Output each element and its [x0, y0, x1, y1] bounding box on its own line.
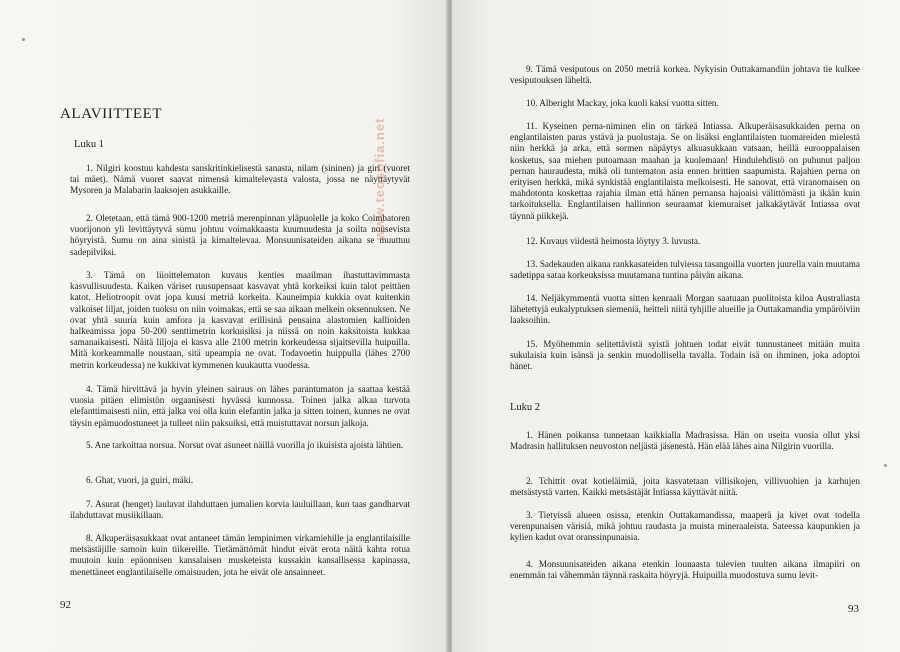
footnote: 10. Alberight Mackay, joka kuoli kaksi vuotta sitten. — [526, 98, 719, 108]
footnote: 2. Tchittit ovat kotieläimiä, joita kasvatetaan villisikojen, villivuohien ja karhujen metsästystä varten. Kaikki metsästäjät Intiassa käyttävät niitä. — [510, 476, 860, 498]
footnote: 11. Kyseinen perna-niminen elin on tärkeä Intiassa. Alkuperäisasukkaiden perna on englantilaisten paras ystävä ja puolustaja. Se on lisäksi englantilaisten tuomareiden mielestä niin herkkä ja arka, että sormen näpäytys alkuasukkaan vatsaan, heillä eurooppalaisen kosketus, saa miehen putoamaan maahan ja kuolemaan! Hindulehdistö on puhunut paljon pernan hauraudesta, mikä oli tuntematon asia ennen brittien saapumista. Rajahien perna on erityisen herkkä, mikä synkistää englantilaista melkoisesti. He sanovat, että viranomaisen on mahdotonta koskettaa rajahia ilman että hänen pernansa hajoaisi välittömästi ja ikään kuin tarkoituksella. Englantilaisen hallinnon seuraamat kiemuraiset jalkakäytävät Intiassa ovat täynnä piikkejä. — [510, 121, 860, 221]
footnote: 4. Tämä hirvittävä ja hyvin yleinen sairaus on lähes parantumaton ja saattaa kestää vuosia pitäen elimistön orgaanisesti hyvässä kunnossa. Toinen jalka alkaa turvota elefanttimaisesti niin, että jalka voi olla kuin elefantin jalka ja sitten toinen, kunnes ne ovat täysin epämuodostuneet ja tulleet niin paksuiksi, että muistuttavat norsun jalkoja. — [70, 384, 410, 428]
footnote: 3. Tietyissä alueen osissa, etenkin Outtakamandissa, maaperä ja kivet ovat todella verenpunaisen värisiä, mikä johtuu raudasta ja muista mineraaleista. Sateessa kaupunkien ja kylien kadut ovat oranssinpunaisia. — [510, 510, 860, 543]
footnote: 12. Kuvaus viidestä heimosta löytyy 3. luvusta. — [526, 236, 701, 246]
footnote: 1. Hänen poikansa tunnetaan kaikkialla Madrasissa. Hän on useita vuosia ollut yksi Madrasin hallituksen neuvoston neljästä jäsenestä. Hän elää lähes aina Nilgirin vuorilla. — [510, 430, 860, 452]
section-heading: ALAVIITTEET — [60, 106, 163, 122]
footnote: 8. Alkuperäisasukkaat ovat antaneet tämän lempinimen virkamiehille ja englantilaisille metsästäjille samoin kuin tiikereille. Tietämättömät hindut eivät erota näitä kahta rotua muutoin kuin epäonnisen kansalaisen musketeista kussakin kansallisessa kapinassa, menettäneet englantilaiselle omaisuuden, jota he eivät ole ansainneet. — [70, 533, 410, 577]
footnote: 15. Myöhemmin selitettävistä syistä johtuen todat eivät tunnustaneet mitään muita sukulaisia kuin isänsä ja senkin muodollisella tavalla. Todain isä on ihminen, joka adoptoi hänet. — [510, 339, 860, 372]
footnote: 9. Tämä vesiputous on 2050 metriä korkea. Nykyisin Outtakamandiin johtava tie kulkee vesiputouksen läheltä. — [510, 64, 860, 86]
chapter-label: Luku 1 — [74, 139, 105, 150]
footnote: 7. Asurat (henget) laulavat ilahduttaen jumalien korvia lauluillaan, kun taas gandharvat ilahduttavat musiikillaan. — [70, 499, 410, 521]
watermark: www.teosofia.net — [372, 117, 387, 240]
footnote: 14. Neljäkymmentä vuotta sitten kenraali Morgan saatuaan puolitoista kiloa Australiasta lähetettyjä eukalyptuksen siemeniä, heitteli niitä tyhjille alueille ja Outtakamandia ympäröiviin laaksoihin. — [510, 293, 860, 326]
left-page — [0, 0, 448, 652]
footnote: 13. Sadekauden aikana rankkasateiden tulviessa tasangoilla vuorten juurella vain muutama sadetippa sataa korkeuksissa muutamana tuntina päivän aikana. — [510, 259, 860, 281]
footnote: 1. Nilgiri koostuu kahdesta sanskritinkielisestä sanasta, nilam (sininen) ja giri (vuoret tai mäet). Nämä vuoret saavat nimensä kimaltelevasta valosta, jossa ne näyttäytyvät Mysoren ja Malabarin laaksojen asukkaille. — [70, 163, 410, 196]
footnote: 3. Tämä on liioittelematon kuvaus kenties maailman ihastuttavimmasta kasvullisuudesta. Kaiken väriset ruusupensaat kasvavat yhtä korkeiksi kuin talot peittäen katot. Heliotroopit ovat jopa kuusi metriä korkeita. Kauneimpia kukkia ovat kuitenkin valkoiset liljat, joiden tuoksu on niin voimakas, että se saa aikaan melkein oksennuksen. Ne ovat yhtä suuria kuin amfora ja kasvavat erillisinä pensaina alastomien kallioiden halkeamissa jopa 50-200 senttimetrin korkuisiksi ja niissä on noin kaksitoista kukkaa samanaikaisesti. Näitä liljoja ei kasva alle 2100 metrin korkeudessa sijaitsevilla huipuilla. Mitä korkeammalle noustaan, sitä upeampia ne ovat. Todavoetin huippulla (lähes 2700 metrin korkeudessa) ne kukkivat kymmenen kuukautta vuodessa. — [70, 270, 410, 370]
footnote: 5. Ane tarkoittaa norsua. Norsut ovat asuneet näillä vuorilla jo ikuisista ajoista lähtien. — [86, 440, 404, 450]
page-number: 92 — [60, 599, 71, 611]
page-number: 93 — [848, 603, 859, 615]
chapter-label: Luku 2 — [510, 402, 541, 413]
footnote: 4. Monsuunisateiden aikana etenkin lounaasta tulevien tuulten aikana ilmapiiri on enemmän tai vähemmän täynnä raskaita höyryjä. Huipuilla muodostuva sumu levit- — [510, 559, 860, 581]
footnote: 2. Oletetaan, että tämä 900-1200 metriä merenpinnan yläpuolelle ja koko Coimbatoren vuorijonon yli levittäytyvä sumu johtuu voimakkaasta kuumuudesta ja soilta nousevista höyryistä. Sumu on aina sinistä ja kimaltelevaa. Monsuunisateiden aikana se muuttuu sadepilviksi. — [70, 213, 410, 257]
page-speck — [22, 38, 25, 41]
page-speck — [884, 464, 887, 467]
footnote: 6. Ghat, vuori, ja guiri, mäki. — [86, 475, 194, 485]
